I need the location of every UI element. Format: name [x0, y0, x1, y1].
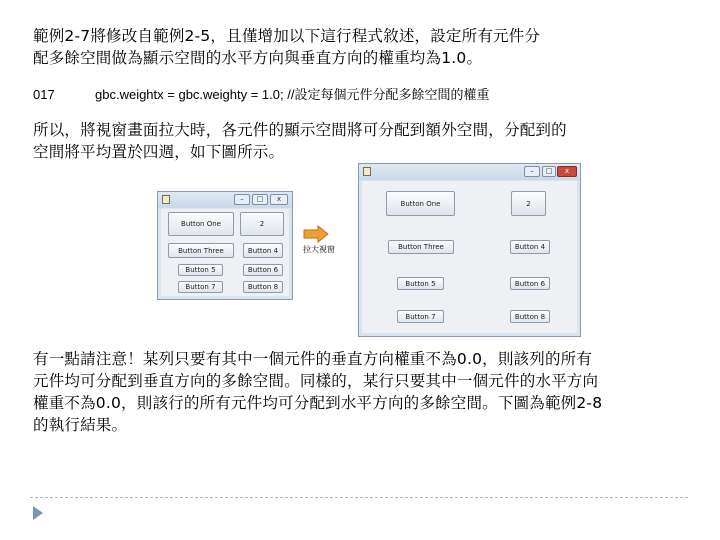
button-three: Button Three: [168, 243, 234, 258]
button-7: Button 7: [397, 310, 444, 323]
close-icon: x: [557, 166, 577, 177]
window-content: [362, 181, 577, 333]
button-8: Button 8: [510, 310, 550, 323]
explanation-paragraph: [33, 119, 567, 163]
button-2: 2: [240, 212, 284, 236]
note-paragraph: [33, 348, 602, 436]
window-content: [161, 209, 289, 296]
text-line: 範例2-7將修改自範例2-5，且僅增加以下這行程式敘述，設定所有元件分: [33, 27, 541, 45]
right-arrow-icon: [303, 225, 329, 243]
large-window-screenshot: [358, 163, 581, 337]
text-line: 配多餘空間做為顯示空間的水平方向與垂直方向的權重均為1.0。: [33, 49, 483, 67]
button-6: Button 6: [510, 277, 550, 290]
button-8: Button 8: [243, 281, 283, 293]
minimize-icon: –: [524, 166, 540, 177]
window-titlebar: [158, 192, 292, 208]
button-7: Button 7: [178, 281, 223, 293]
maximize-icon: □: [542, 166, 556, 177]
triangle-bullet-icon: [33, 506, 43, 520]
code-line: [33, 84, 489, 103]
close-icon: x: [270, 194, 288, 205]
button-one: Button One: [386, 191, 455, 216]
maximize-icon: □: [252, 194, 268, 205]
button-4: Button 4: [510, 240, 550, 254]
java-cup-icon: [162, 195, 170, 204]
button-one: Button One: [168, 212, 234, 236]
small-window-screenshot: [157, 191, 293, 300]
button-three: Button Three: [388, 240, 454, 254]
button-4: Button 4: [243, 243, 283, 258]
button-2: 2: [511, 191, 546, 216]
intro-paragraph: [33, 25, 540, 69]
code-text: gbc.weightx = gbc.weighty = 1.0; //設定每個元件分配多餘空間的權重: [95, 87, 490, 102]
button-6: Button 6: [243, 264, 283, 276]
text-line: 的執行結果。: [33, 416, 128, 434]
text-line: 有一點請注意！某列只要有其中一個元件的垂直方向權重不為0.0，則該列的所有: [33, 350, 593, 368]
button-5: Button 5: [178, 264, 223, 276]
java-cup-icon: [363, 167, 371, 176]
text-line: 所以，將視窗畫面拉大時，各元件的顯示空間將可分配到額外空間，分配到的: [33, 121, 567, 139]
text-line: 元件均可分配到垂直方向的多餘空間。同樣的，某行只要其中一個元件的水平方向: [33, 372, 599, 390]
window-titlebar: [359, 164, 580, 180]
text-line: 權重不為0.0，則該行的所有元件均可分配到水平方向的多餘空間。下圖為範例2-8: [33, 394, 603, 412]
button-5: Button 5: [397, 277, 444, 290]
arrow-label: 拉大視窗: [303, 245, 335, 254]
line-number: 017: [33, 87, 55, 102]
text-line: 空間將平均置於四週，如下圖所示。: [33, 143, 285, 161]
footer-divider: [30, 497, 688, 498]
minimize-icon: –: [234, 194, 250, 205]
